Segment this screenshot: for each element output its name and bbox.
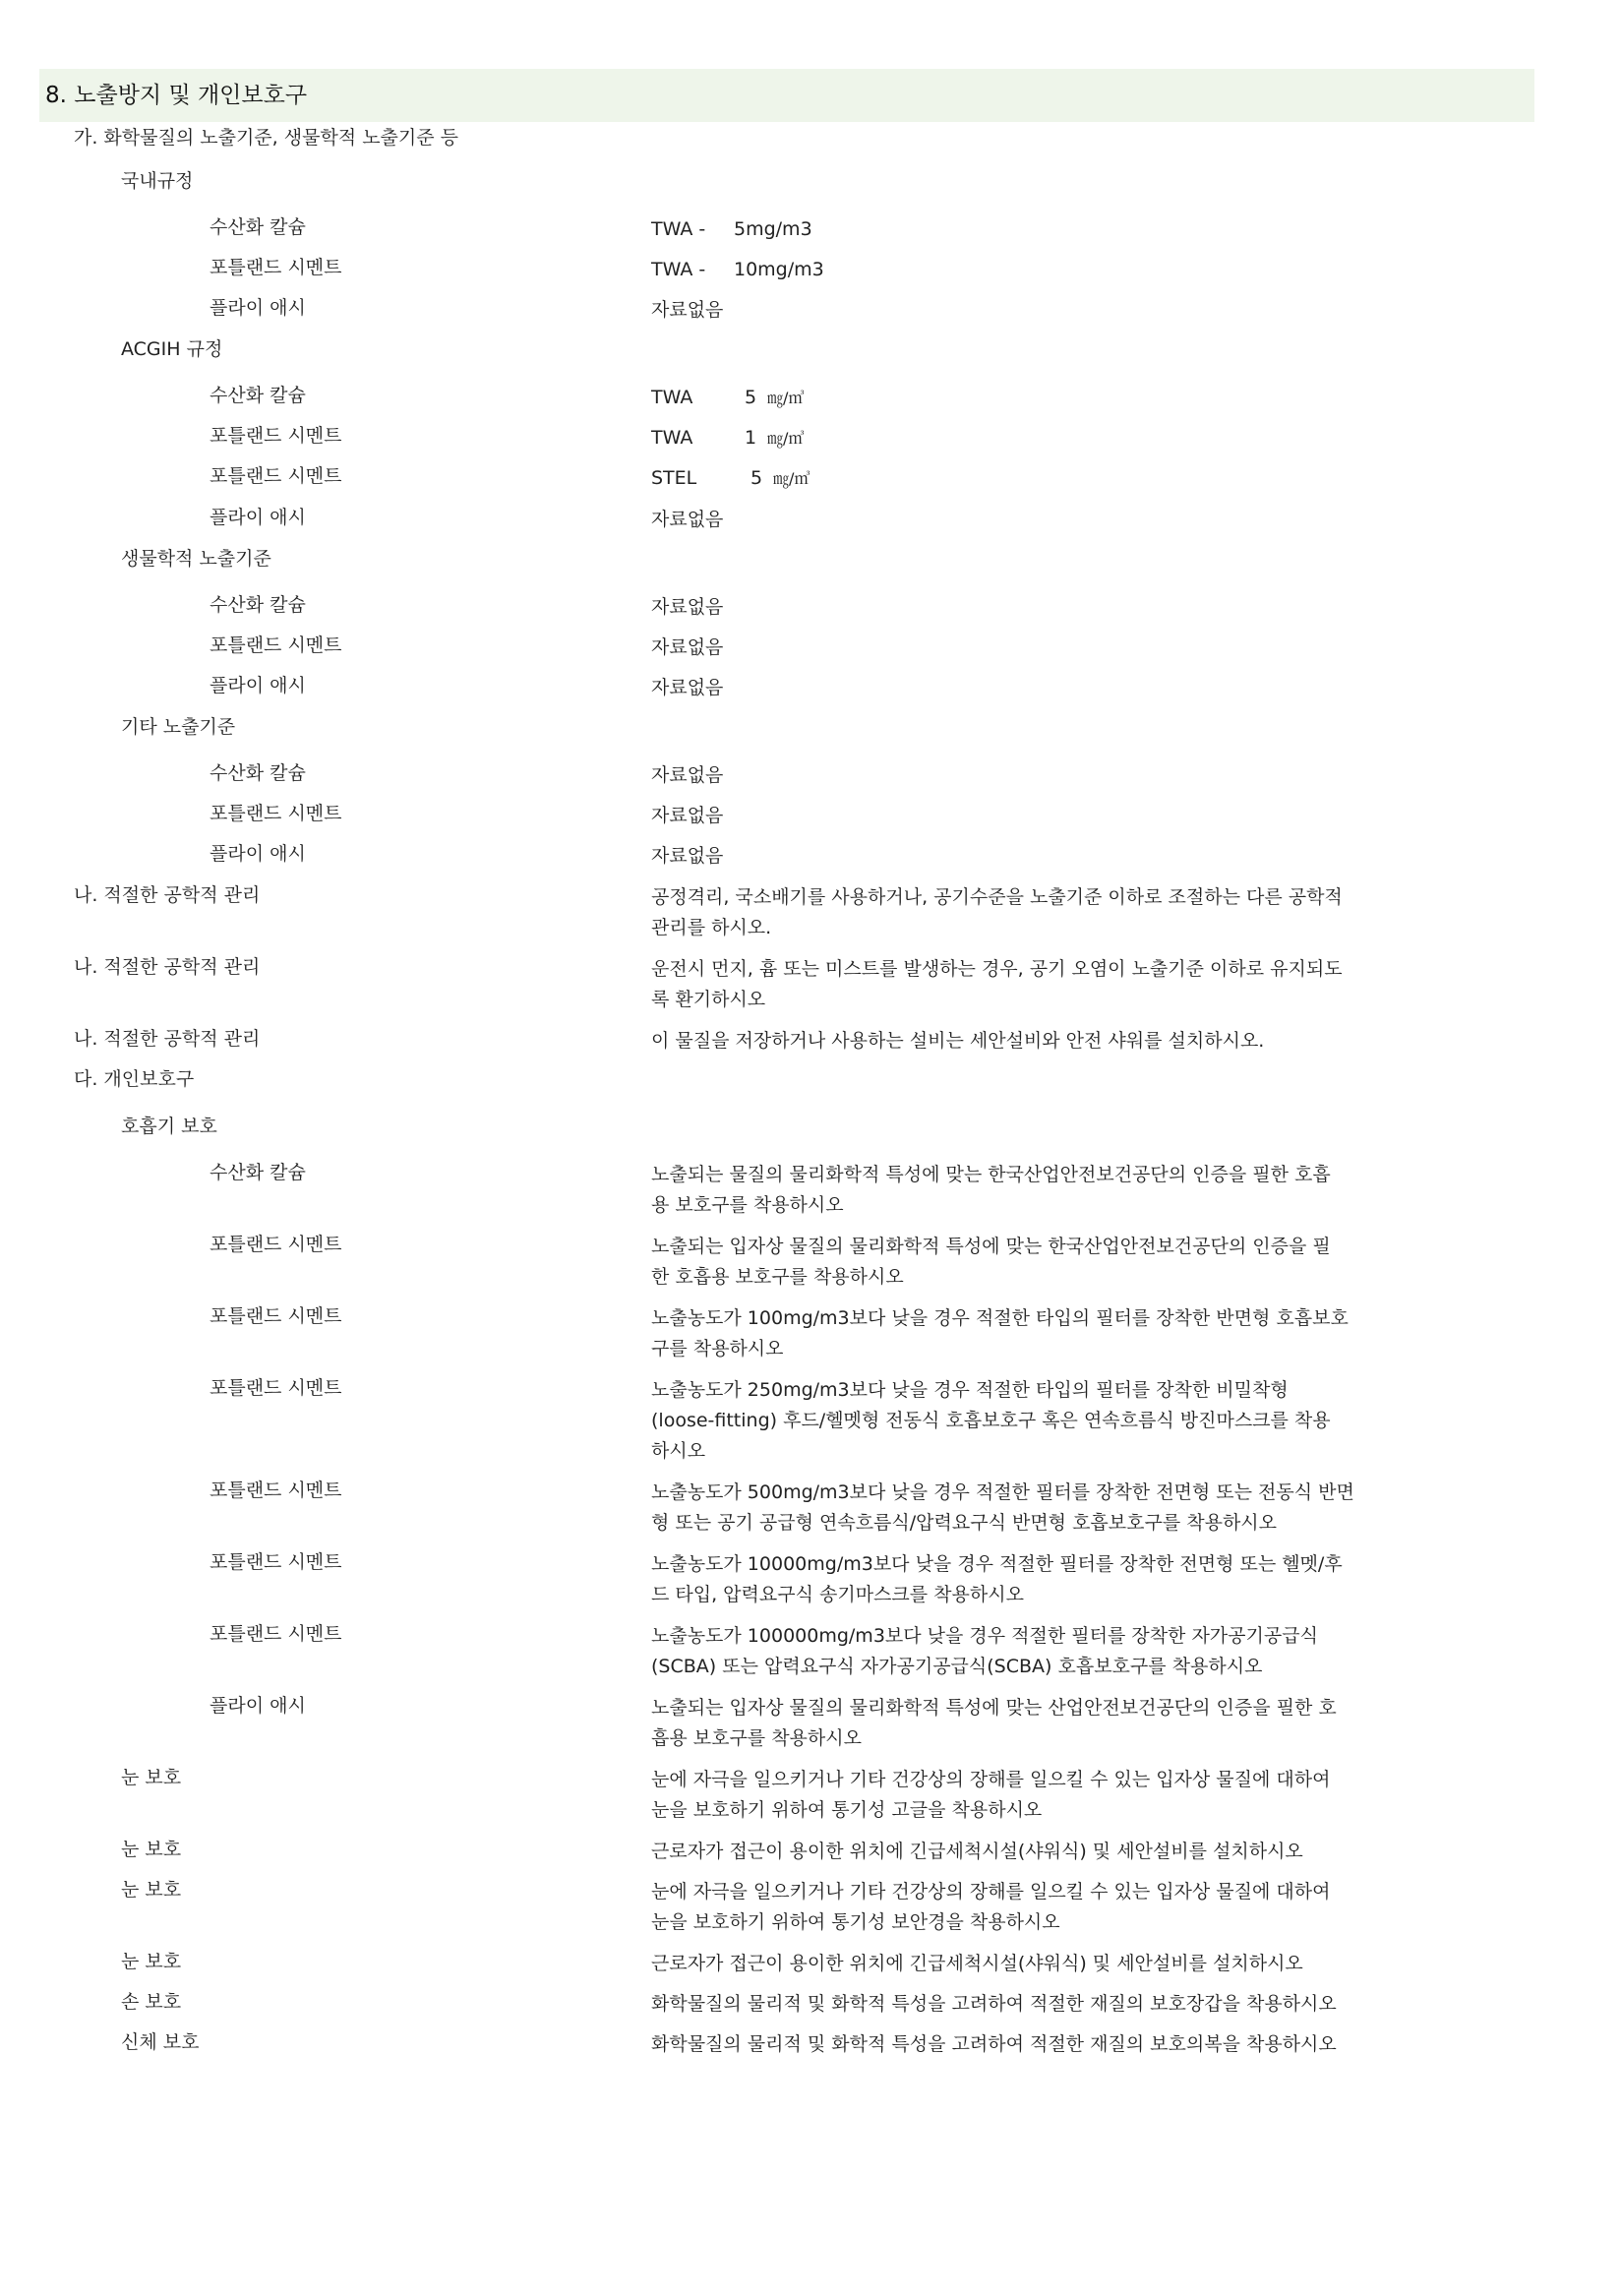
section-title: 8. 노출방지 및 개인보호구 xyxy=(39,69,1534,122)
row-value: 화학물질의 물리적 및 화학적 특성을 고려하여 적절한 재질의 보호의복을 착용하시오 xyxy=(651,2033,1337,2055)
substance-name: 포틀랜드 시멘트 xyxy=(210,1623,342,1645)
row-label: 나. 적절한 공학적 관리 xyxy=(74,956,261,978)
row-label: 나. 적절한 공학적 관리 xyxy=(74,1028,261,1050)
row-label: ACGIH 규정 xyxy=(121,338,223,360)
row-value: 근로자가 접근이 용이한 위치에 긴급세척시설(샤워식) 및 세안설비를 설치하시오 xyxy=(651,1953,1303,1974)
row-value: 노출되는 입자상 물질의 물리화학적 특성에 맞는 한국산업안전보건공단의 인증을 필 한 호흡용 보호구를 착용하시오 xyxy=(651,1236,1331,1288)
limit-number: 5 xyxy=(750,467,763,489)
limit-unit: ㎎/㎥ xyxy=(773,469,810,488)
substance-name: 포틀랜드 시멘트 xyxy=(210,425,342,447)
limit-type: TWA xyxy=(651,387,693,408)
substance-name: 수산화 칼슘 xyxy=(210,762,306,784)
row-value: 이 물질을 저장하거나 사용하는 설비는 세안설비와 안전 샤워를 설치하시오. xyxy=(651,1030,1265,1052)
substance-name: 플라이 애시 xyxy=(210,843,306,865)
substance-name: 포틀랜드 시멘트 xyxy=(210,1480,342,1501)
substance-name: 포틀랜드 시멘트 xyxy=(210,257,342,278)
exposure-value xyxy=(651,463,1438,494)
substance-name: 수산화 칼슘 xyxy=(210,1162,306,1183)
exposure-value: 자료없음 xyxy=(651,805,724,826)
substance-name: 포틀랜드 시멘트 xyxy=(210,1234,342,1255)
substance-name: 포틀랜드 시멘트 xyxy=(210,1551,342,1573)
exposure-value xyxy=(651,214,1438,245)
limit-unit: ㎎/㎥ xyxy=(767,389,805,407)
substance-name: 포틀랜드 시멘트 xyxy=(210,1377,342,1399)
row-value: 화학물질의 물리적 및 화학적 특성을 고려하여 적절한 재질의 보호장갑을 착용하시오 xyxy=(651,1993,1337,2015)
substance-name: 플라이 애시 xyxy=(210,297,306,319)
row-value: 눈에 자극을 일으키거나 기타 건강상의 장해를 일으킬 수 있는 입자상 물질에 대하여 눈을 보호하기 위하여 통기성 고글을 착용하시오 xyxy=(651,1769,1331,1821)
row-value: 노출농도가 10000mg/m3보다 낮을 경우 적절한 필터를 장착한 전면형 또는 헬멧/후 드 타입, 압력요구식 송기마스크를 착용하시오 xyxy=(651,1553,1343,1605)
row-value: 노출되는 물질의 물리화학적 특성에 맞는 한국산업안전보건공단의 인증을 필한 호흡 용 보호구를 착용하시오 xyxy=(651,1164,1331,1216)
row-label: 손 보호 xyxy=(121,1991,182,2013)
row-label: 기타 노출기준 xyxy=(121,716,236,738)
row-value: 노출농도가 100mg/m3보다 낮을 경우 적절한 타입의 필터를 장착한 반면형 호흡보호 구를 착용하시오 xyxy=(651,1307,1349,1359)
row-label: 눈 보호 xyxy=(121,1839,182,1860)
substance-name: 플라이 애시 xyxy=(210,507,306,528)
limit-number: 5 xyxy=(744,387,757,408)
row-label: 생물학적 노출기준 xyxy=(121,548,271,570)
substance-name: 플라이 애시 xyxy=(210,675,306,696)
substance-name: 수산화 칼슘 xyxy=(210,385,306,406)
row-label: 국내규정 xyxy=(121,170,194,192)
limit-number: 1 xyxy=(744,427,757,449)
exposure-value xyxy=(651,423,1438,453)
substance-name: 포틀랜드 시멘트 xyxy=(210,803,342,824)
row-value: 운전시 먼지, 흄 또는 미스트를 발생하는 경우, 공기 오염이 노출기준 이하로 유지되도 록 환기하시오 xyxy=(651,958,1343,1010)
row-value: 근로자가 접근이 용이한 위치에 긴급세척시설(샤워식) 및 세안설비를 설치하시오 xyxy=(651,1841,1303,1862)
substance-name: 플라이 애시 xyxy=(210,1695,306,1717)
row-value: 노출농도가 250mg/m3보다 낮을 경우 적절한 타입의 필터를 장착한 비밀착형 (loose-fitting) 후드/헬멧형 전동식 호흡보호구 혹은 연속흐름식 방진마스크를 착용 하시오 xyxy=(651,1379,1331,1462)
limit-amount: 5mg/m3 xyxy=(734,218,812,240)
limit-type: TWA - xyxy=(651,218,706,240)
exposure-value xyxy=(651,383,1438,413)
substance-name: 수산화 칼슘 xyxy=(210,594,306,616)
substance-name: 수산화 칼슘 xyxy=(210,216,306,238)
exposure-value: 자료없음 xyxy=(651,299,724,321)
exposure-value: 자료없음 xyxy=(651,845,724,867)
row-label: 다. 개인보호구 xyxy=(74,1068,195,1090)
limit-unit: ㎎/㎥ xyxy=(767,429,805,448)
row-value: 노출농도가 500mg/m3보다 낮을 경우 적절한 필터를 장착한 전면형 또는 전동식 반면 형 또는 공기 공급형 연속흐름식/압력요구식 반면형 호흡보호구를 착용하시오 xyxy=(651,1481,1354,1534)
row-label: 눈 보호 xyxy=(121,1879,182,1901)
exposure-value xyxy=(651,255,1438,285)
row-label: 눈 보호 xyxy=(121,1767,182,1788)
row-value: 공정격리, 국소배기를 사용하거나, 공기수준을 노출기준 이하로 조절하는 다른 공학적 관리를 하시오. xyxy=(651,886,1343,938)
exposure-value: 자료없음 xyxy=(651,764,724,786)
limit-type: TWA - xyxy=(651,259,706,280)
substance-name: 포틀랜드 시멘트 xyxy=(210,1305,342,1327)
limit-amount: 10mg/m3 xyxy=(734,259,824,280)
exposure-value: 자료없음 xyxy=(651,509,724,530)
limit-type: STEL xyxy=(651,467,697,489)
exposure-value: 자료없음 xyxy=(651,677,724,698)
row-label: 호흡기 보호 xyxy=(121,1116,217,1137)
row-label: 눈 보호 xyxy=(121,1951,182,1972)
row-label: 신체 보호 xyxy=(121,2031,200,2053)
substance-name: 포틀랜드 시멘트 xyxy=(210,465,342,487)
exposure-value: 자료없음 xyxy=(651,636,724,658)
substance-name: 포틀랜드 시멘트 xyxy=(210,634,342,656)
exposure-value: 자료없음 xyxy=(651,596,724,618)
row-value: 노출되는 입자상 물질의 물리화학적 특성에 맞는 산업안전보건공단의 인증을 필한 호 흡용 보호구를 착용하시오 xyxy=(651,1697,1337,1749)
row-value: 눈에 자극을 일으키거나 기타 건강상의 장해를 일으킬 수 있는 입자상 물질에 대하여 눈을 보호하기 위하여 통기성 보안경을 착용하시오 xyxy=(651,1881,1331,1933)
row-label: 나. 적절한 공학적 관리 xyxy=(74,884,261,906)
row-value: 노출농도가 100000mg/m3보다 낮을 경우 적절한 필터를 장착한 자가공기공급식 (SCBA) 또는 압력요구식 자가공기공급식(SCBA) 호흡보호구를 착용하시오 xyxy=(651,1625,1318,1677)
limit-type: TWA xyxy=(651,427,693,449)
row-label: 가. 화학물질의 노출기준, 생물학적 노출기준 등 xyxy=(74,127,459,149)
